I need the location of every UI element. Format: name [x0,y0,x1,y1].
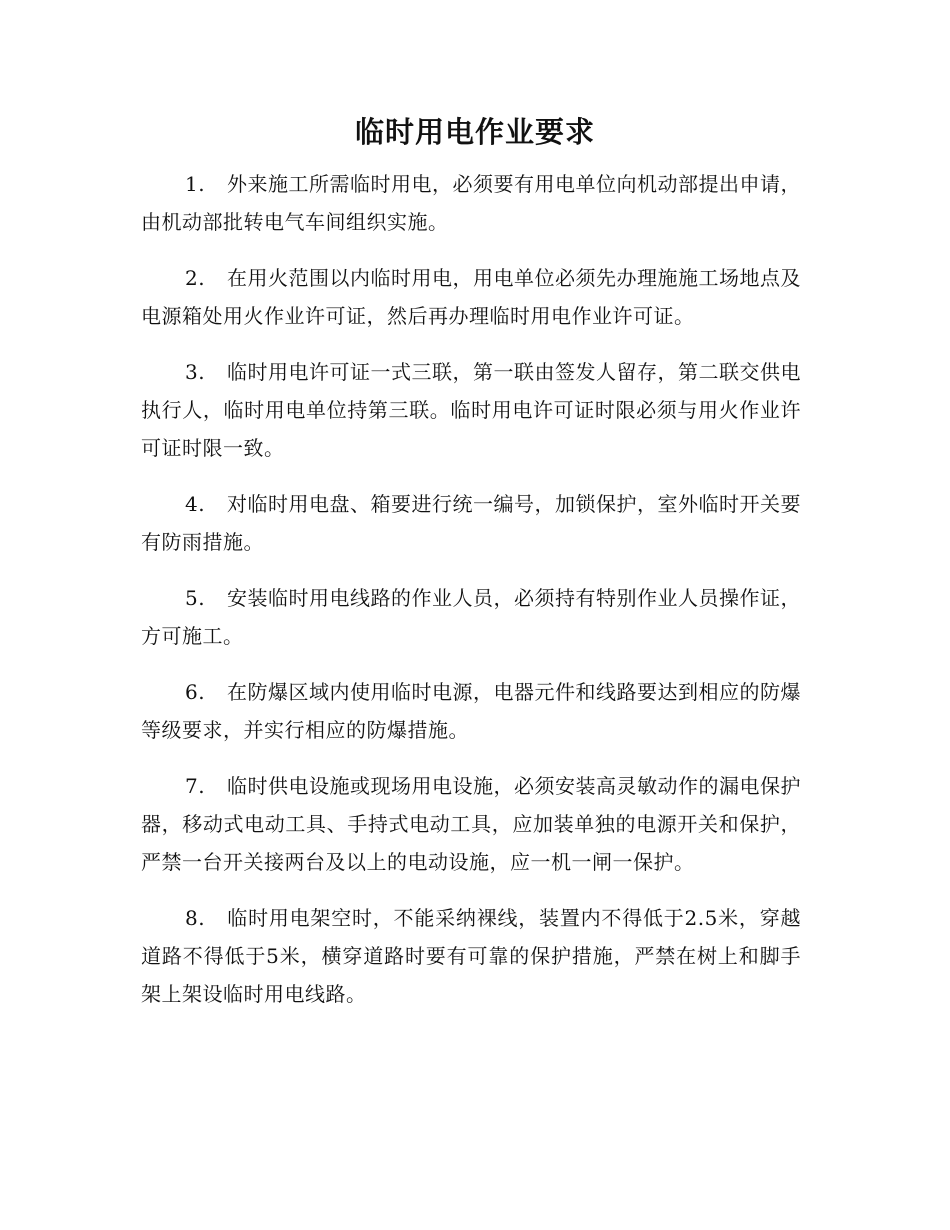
requirements-list [141,165,801,1031]
item-text: 临时供电设施或现场用电设施，必须安装高灵敏动作的漏电保护器，移动式电动工具、手持式电动工具，应加装单独的电源开关和保护，严禁一台开关接两台及以上的电动设施，应一机一闸一保护。 [141,774,801,874]
item-number: 4. [185,492,206,516]
page-title: 临时用电作业要求 [354,115,595,149]
list-item [141,259,801,335]
list-item [141,579,801,655]
list-item [141,899,801,1013]
item-number: 6. [185,680,206,704]
item-number: 3. [185,360,206,384]
list-item [141,673,801,749]
list-item [141,165,801,241]
item-number: 1. [185,172,206,196]
item-number: 7. [185,774,206,798]
item-number: 5. [185,586,206,610]
item-text: 外来施工所需临时用电，必须要有用电单位向机动部提出申请，由机动部批转电气车间组织实施。 [141,172,801,234]
item-text: 在防爆区域内使用临时电源，电器元件和线路要达到相应的防爆等级要求，并实行相应的防爆措施。 [141,680,801,742]
item-text: 在用火范围以内临时用电，用电单位必须先办理施施工场地点及电源箱处用火作业许可证，然后再办理临时用电作业许可证。 [141,266,801,328]
item-text: 临时用电许可证一式三联，第一联由签发人留存，第二联交供电执行人，临时用电单位持第三联。临时用电许可证时限必须与用火作业许可证时限一致。 [141,360,801,460]
item-number: 2. [185,266,206,290]
item-text: 安装临时用电线路的作业人员，必须持有特别作业人员操作证，方可施工。 [141,586,801,648]
item-text: 对临时用电盘、箱要进行统一编号，加锁保护，室外临时开关要有防雨措施。 [141,492,801,554]
item-text: 临时用电架空时，不能采纳裸线，装置内不得低于2.5米，穿越道路不得低于5米，横穿道路时要有可靠的保护措施，严禁在树上和脚手架上架设临时用电线路。 [141,906,801,1006]
list-item [141,767,801,881]
item-number: 8. [185,906,206,930]
list-item [141,353,801,467]
list-item [141,485,801,561]
